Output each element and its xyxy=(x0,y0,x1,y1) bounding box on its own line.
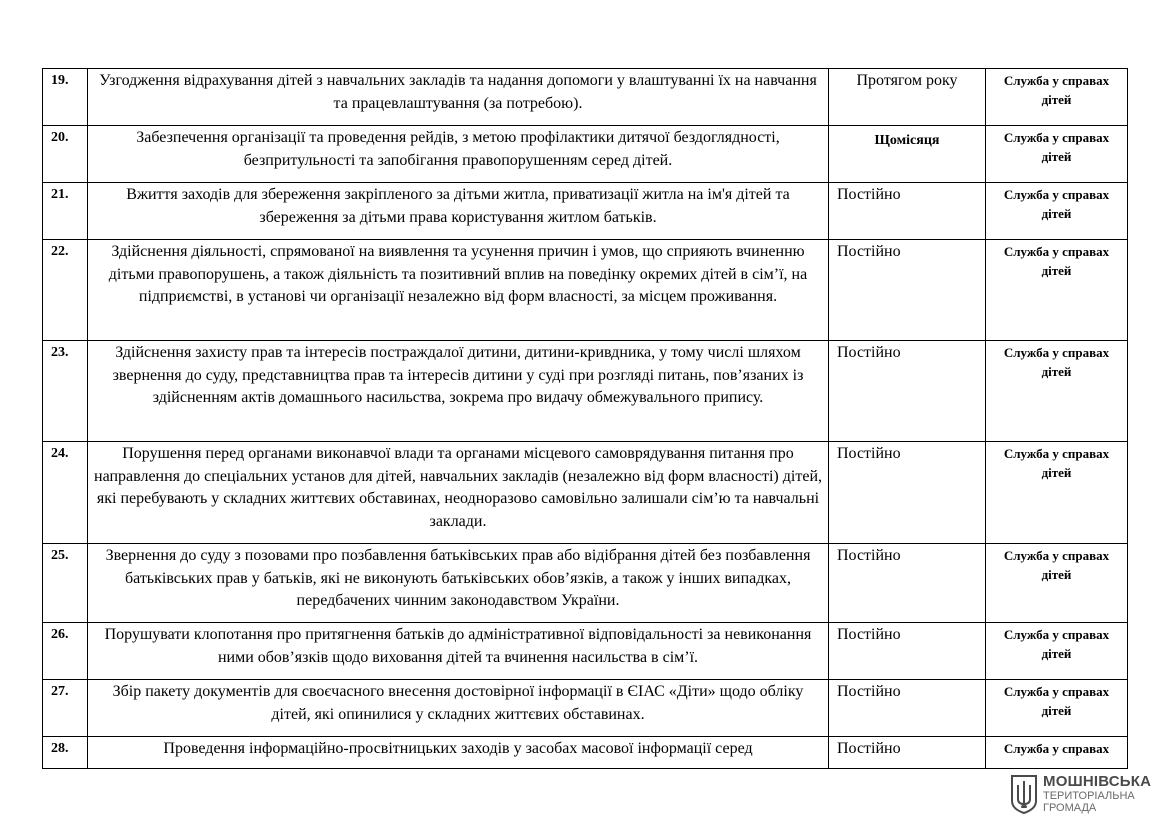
row-number: 19. xyxy=(43,69,88,126)
row-term: Постійно xyxy=(829,442,986,544)
row-number: 27. xyxy=(43,680,88,737)
row-task: Здійснення діяльності, спрямованої на виявлення та усунення причин і умов, що сприяють вчиненню дітьми правопорушень, а також діяльність та позитивний вплив на поведінку окремих дітей в сім’ї, на підприємстві, в установі чи організації незалежно від форм власності, за місцем проживання. xyxy=(88,240,829,341)
table-row xyxy=(43,240,1128,341)
row-term: Протягом року xyxy=(829,69,986,126)
row-term: Постійно xyxy=(829,341,986,442)
row-responsible: Служба у справах дітей xyxy=(986,623,1128,680)
row-task: Вжиття заходів для збереження закріпленого за дітьми житла, приватизації житла на ім'я дітей та збереження за дітьми права користування житлом батьків. xyxy=(88,183,829,240)
row-term: Щомісяця xyxy=(829,126,986,183)
row-task: Проведення інформаційно-просвітницьких заходів у засобах масової інформації серед xyxy=(88,737,829,769)
row-term: Постійно xyxy=(829,623,986,680)
row-responsible: Служба у справах дітей xyxy=(986,126,1128,183)
row-task: Здійснення захисту прав та інтересів постраждалої дитини, дитини-кривдника, у тому числі шляхом звернення до суду, представництва прав та інтересів дитини у суді при розгляді питань, пов’язаних із здійсненням актів домашнього насильства, зокрема про видачу обмежувального припису. xyxy=(88,341,829,442)
row-term: Постійно xyxy=(829,240,986,341)
row-task: Узгодження відрахування дітей з навчальних закладів та надання допомоги у влаштуванні їх на навчання та працевлаштування (за потребою). xyxy=(88,69,829,126)
row-task: Порушення перед органами виконавчої влади та органами місцевого самоврядування питання про направлення до спеціальних установ для дітей, навчальних закладів (незалежно від форм власності) дітей, які перебувають у складних життєвих обставинах, неодноразово самовільно залишали сім’ю та навчальні заклади. xyxy=(88,442,829,544)
row-task: Порушувати клопотання про притягнення батьків до адміністративної відповідальності за невиконання ними обов’язків щодо виховання дітей та вчинення насильства в сім’ї. xyxy=(88,623,829,680)
row-term: Постійно xyxy=(829,183,986,240)
row-task: Забезпечення організації та проведення рейдів, з метою профілактики дитячої бездоглядності, безпритульності та запобігання правопорушенням серед дітей. xyxy=(88,126,829,183)
row-number: 23. xyxy=(43,341,88,442)
row-task: Звернення до суду з позовами про позбавлення батьківських прав або відібрання дітей без позбавлення батьківських прав у батьків, які не виконують батьківських обов’язків, а також у інших випадках, передбачених чинним законодавством України. xyxy=(88,544,829,623)
row-term: Постійно xyxy=(829,544,986,623)
row-responsible: Служба у справах дітей xyxy=(986,183,1128,240)
logo-title: МОШНІВСЬКА xyxy=(1043,773,1152,790)
row-task: Збір пакету документів для своєчасного внесення достовірної інформації в ЄІАС «Діти» щодо обліку дітей, які опинилися у складних життєвих обставинах. xyxy=(88,680,829,737)
row-responsible: Служба у справах дітей xyxy=(986,442,1128,544)
row-number: 26. xyxy=(43,623,88,680)
row-responsible: Служба у справах дітей xyxy=(986,544,1128,623)
row-number: 25. xyxy=(43,544,88,623)
row-number: 21. xyxy=(43,183,88,240)
logo-subtitle-2: ГРОМАДА xyxy=(1043,802,1097,814)
row-responsible: Служба у справах дітей xyxy=(986,69,1128,126)
row-responsible: Служба у справах дітей xyxy=(986,680,1128,737)
row-term: Постійно xyxy=(829,680,986,737)
community-logo xyxy=(1009,771,1159,817)
row-number: 24. xyxy=(43,442,88,544)
row-responsible: Служба у справах дітей xyxy=(986,240,1128,341)
table-row xyxy=(43,737,1128,769)
logo-subtitle: ТЕРИТОРІАЛЬНА xyxy=(1043,790,1135,802)
table-row xyxy=(43,69,1128,126)
table-row xyxy=(43,341,1128,442)
trident-icon xyxy=(1009,773,1039,815)
row-responsible: Служба у справах дітей xyxy=(986,341,1128,442)
row-number: 22. xyxy=(43,240,88,341)
row-term: Постійно xyxy=(829,737,986,769)
table-row xyxy=(43,442,1128,544)
table-row xyxy=(43,544,1128,623)
row-number: 28. xyxy=(43,737,88,769)
measures-table xyxy=(42,68,1128,769)
table-row xyxy=(43,126,1128,183)
row-number: 20. xyxy=(43,126,88,183)
table-row xyxy=(43,680,1128,737)
table-row xyxy=(43,623,1128,680)
row-responsible: Служба у справах xyxy=(986,737,1128,769)
table-row xyxy=(43,183,1128,240)
